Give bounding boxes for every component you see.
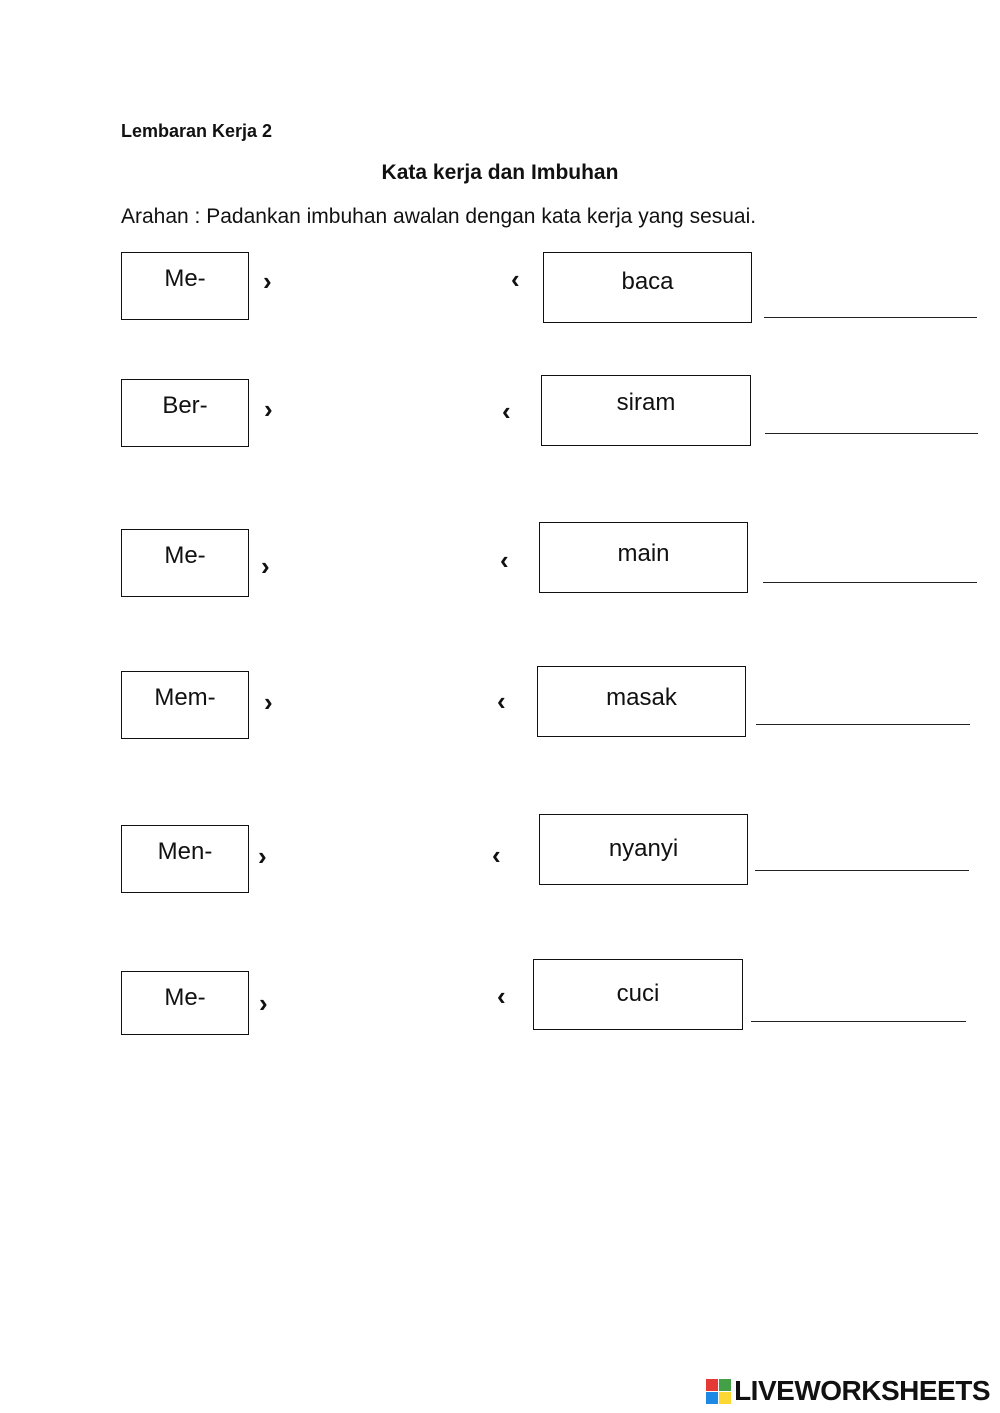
right-connector-icon[interactable]: › <box>264 394 273 424</box>
prefix-label: Ber- <box>162 392 208 419</box>
worksheet-label: Lembaran Kerja 2 <box>121 121 273 141</box>
word-box-5[interactable] <box>539 814 748 885</box>
prefix-label: Me- <box>164 542 206 569</box>
word-box-2[interactable] <box>541 375 751 446</box>
prefix-box-6[interactable] <box>121 971 249 1035</box>
right-connector-icon[interactable]: › <box>261 551 270 581</box>
answer-line-3[interactable] <box>763 582 977 583</box>
logo-blocks-icon <box>706 1379 731 1404</box>
prefix-box-5[interactable] <box>121 825 249 893</box>
logo-block-green <box>719 1379 731 1391</box>
prefix-label: Me- <box>164 984 206 1011</box>
logo-block-red <box>706 1379 718 1391</box>
word-label: cuci <box>616 980 660 1007</box>
prefix-box-2[interactable] <box>121 379 249 447</box>
answer-line-2[interactable] <box>765 433 978 434</box>
word-box-6[interactable] <box>533 959 743 1030</box>
left-connector-icon[interactable]: ‹ <box>502 396 511 426</box>
prefix-box-3[interactable] <box>121 529 249 597</box>
word-box-4[interactable] <box>537 666 746 737</box>
word-box-3[interactable] <box>539 522 748 593</box>
worksheet-title: Kata kerja dan Imbuhan <box>381 161 619 184</box>
prefix-label: Men- <box>157 838 213 865</box>
answer-line-4[interactable] <box>756 724 970 725</box>
left-connector-icon[interactable]: ‹ <box>497 981 506 1011</box>
left-connector-icon[interactable]: ‹ <box>492 840 501 870</box>
answer-line-1[interactable] <box>764 317 977 318</box>
logo-block-blue <box>706 1392 718 1404</box>
word-label: masak <box>606 684 677 711</box>
word-box-1[interactable] <box>543 252 752 323</box>
left-connector-icon[interactable]: ‹ <box>497 686 506 716</box>
prefix-label: Mem- <box>154 684 216 711</box>
prefix-label: Me- <box>164 265 206 292</box>
left-connector-icon[interactable]: ‹ <box>500 545 509 575</box>
right-connector-icon[interactable]: › <box>263 266 272 296</box>
logo-text: LIVEWORKSHEETS <box>734 1375 990 1406</box>
word-label: siram <box>616 389 676 416</box>
logo-block-yellow <box>719 1392 731 1404</box>
instruction-text: Arahan : Padankan imbuhan awalan dengan kata kerja yang sesuai. <box>121 205 757 228</box>
right-connector-icon[interactable]: › <box>258 841 267 871</box>
left-connector-icon[interactable]: ‹ <box>511 264 520 294</box>
right-connector-icon[interactable]: › <box>259 988 268 1018</box>
answer-line-5[interactable] <box>755 870 969 871</box>
word-label: nyanyi <box>608 835 679 862</box>
right-connector-icon[interactable]: › <box>264 687 273 717</box>
answer-line-6[interactable] <box>751 1021 966 1022</box>
prefix-box-1[interactable] <box>121 252 249 320</box>
word-label: baca <box>621 268 674 295</box>
prefix-box-4[interactable] <box>121 671 249 739</box>
word-label: main <box>617 540 670 567</box>
liveworksheets-logo <box>706 1375 990 1407</box>
